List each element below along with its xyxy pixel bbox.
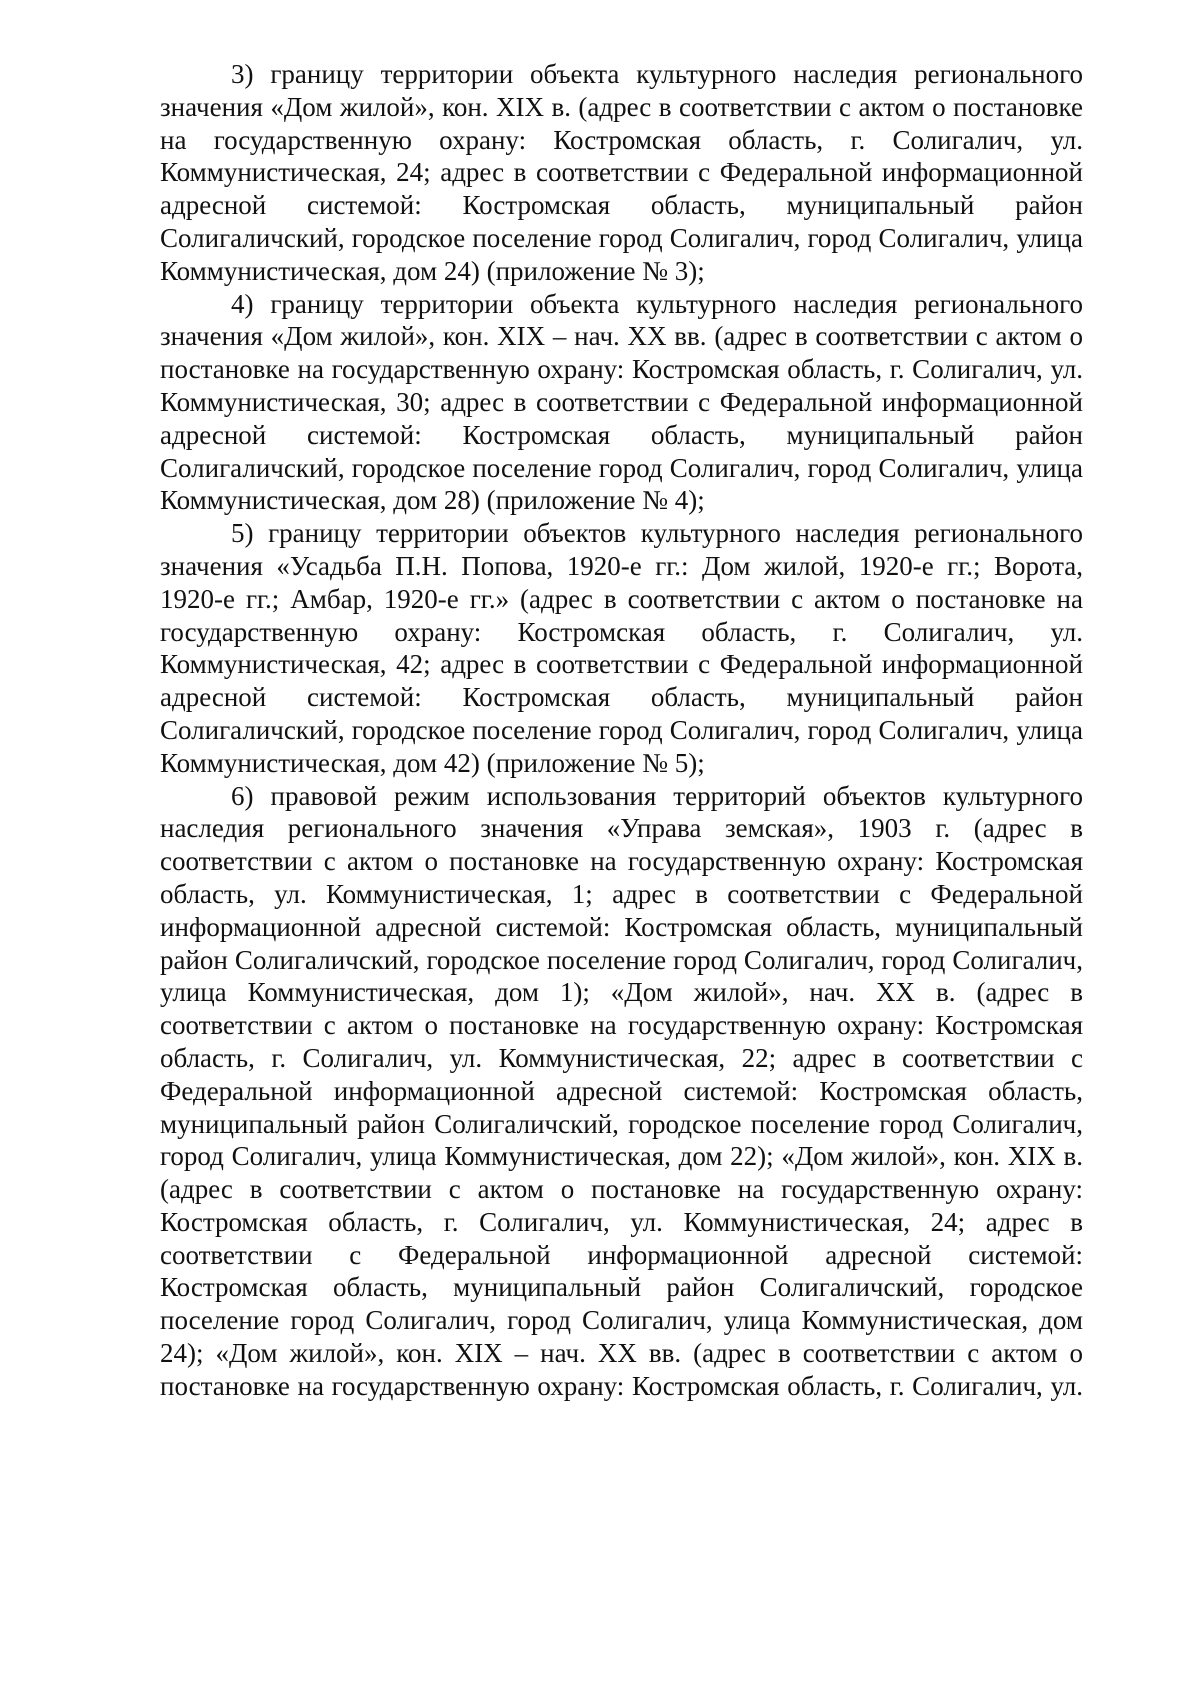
paragraph-item-4: 4) границу территории объекта культурного наследия регионального значения «Дом жилой», кон. XIX – нач. XX вв. (адрес в соответствии с актом о постановке на государственную охрану: Костромская область, г. Солигалич, ул. Коммунистическая, 30; адрес в соответствии с Федеральной информационной адресной системой: Костромская область, муниципальный район Солигаличский, городское поселение город Солигалич, город Солигалич, улица Коммунистическая, дом 28) (приложение № 4); (160, 288, 1083, 516)
paragraph-item-5: 5) границу территории объектов культурного наследия регионального значения «Усадьба П.Н. Попова, 1920-е гг.: Дом жилой, 1920-е гг.; Ворота, 1920-е гг.; Амбар, 1920-е гг.» (адрес в соответствии с актом о постановке на государственную охрану: Костромская область, г. Солигалич, ул. Коммунистическая, 42; адрес в соответствии с Федеральной информационной адресной системой: Костромская область, муниципальный район Солигаличский, городское поселение город Солигалич, город Солигалич, улица Коммунистическая, дом 42) (приложение № 5); (160, 518, 1083, 778)
paragraph-item-6: 6) правовой режим использования территорий объектов культурного наследия регионального значения «Управа земская», 1903 г. (адрес в соответствии с актом о постановке на государственную охрану: Костромская область, ул. Коммунистическая, 1; адрес в соответствии с Федеральной информационной адресной системой: Костромская область, муниципальный район Солигаличский, городское поселение город Солигалич, город Солигалич, улица Коммунистическая, дом 1); «Дом жилой», нач. XX в. (адрес в соответствии с актом о постановке на государственную охрану: Костромская область, г. Солигалич, ул. Коммунистическая, 22; адрес в соответствии с Федеральной информационной адресной системой: Костромская область, муниципальный район Солигаличский, городское поселение город Солигалич, город Солигалич, улица Коммунистическая, дом 22); «Дом жилой», кон. XIX в. (адрес в соответствии с актом о постановке на государственную охрану: Костромская область, г. Солигалич, ул. Коммунистическая, 24; адрес в соответствии с Федеральной информационной адресной системой: Костромская область, муниципальный район Солигаличский, городское поселение город Солигалич, город Солигалич, улица Коммунистическая, дом 24); «Дом жилой», кон. XIX – нач. XX вв. (адрес в соответствии с актом о постановке на государственную охрану: Костромская область, г. Солигалич, ул. (160, 780, 1083, 1401)
paragraph-item-3: 3) границу территории объекта культурного наследия регионального значения «Дом жилой», кон. XIX в. (адрес в соответствии с актом о постановке на государственную охрану: Костромская область, г. Солигалич, ул. Коммунистическая, 24; адрес в соответствии с Федеральной информационной адресной системой: Костромская область, муниципальный район Солигаличский, городское поселение город Солигалич, город Солигалич, улица Коммунистическая, дом 24) (приложение № 3); (160, 59, 1083, 286)
document-body (160, 58, 1083, 1403)
